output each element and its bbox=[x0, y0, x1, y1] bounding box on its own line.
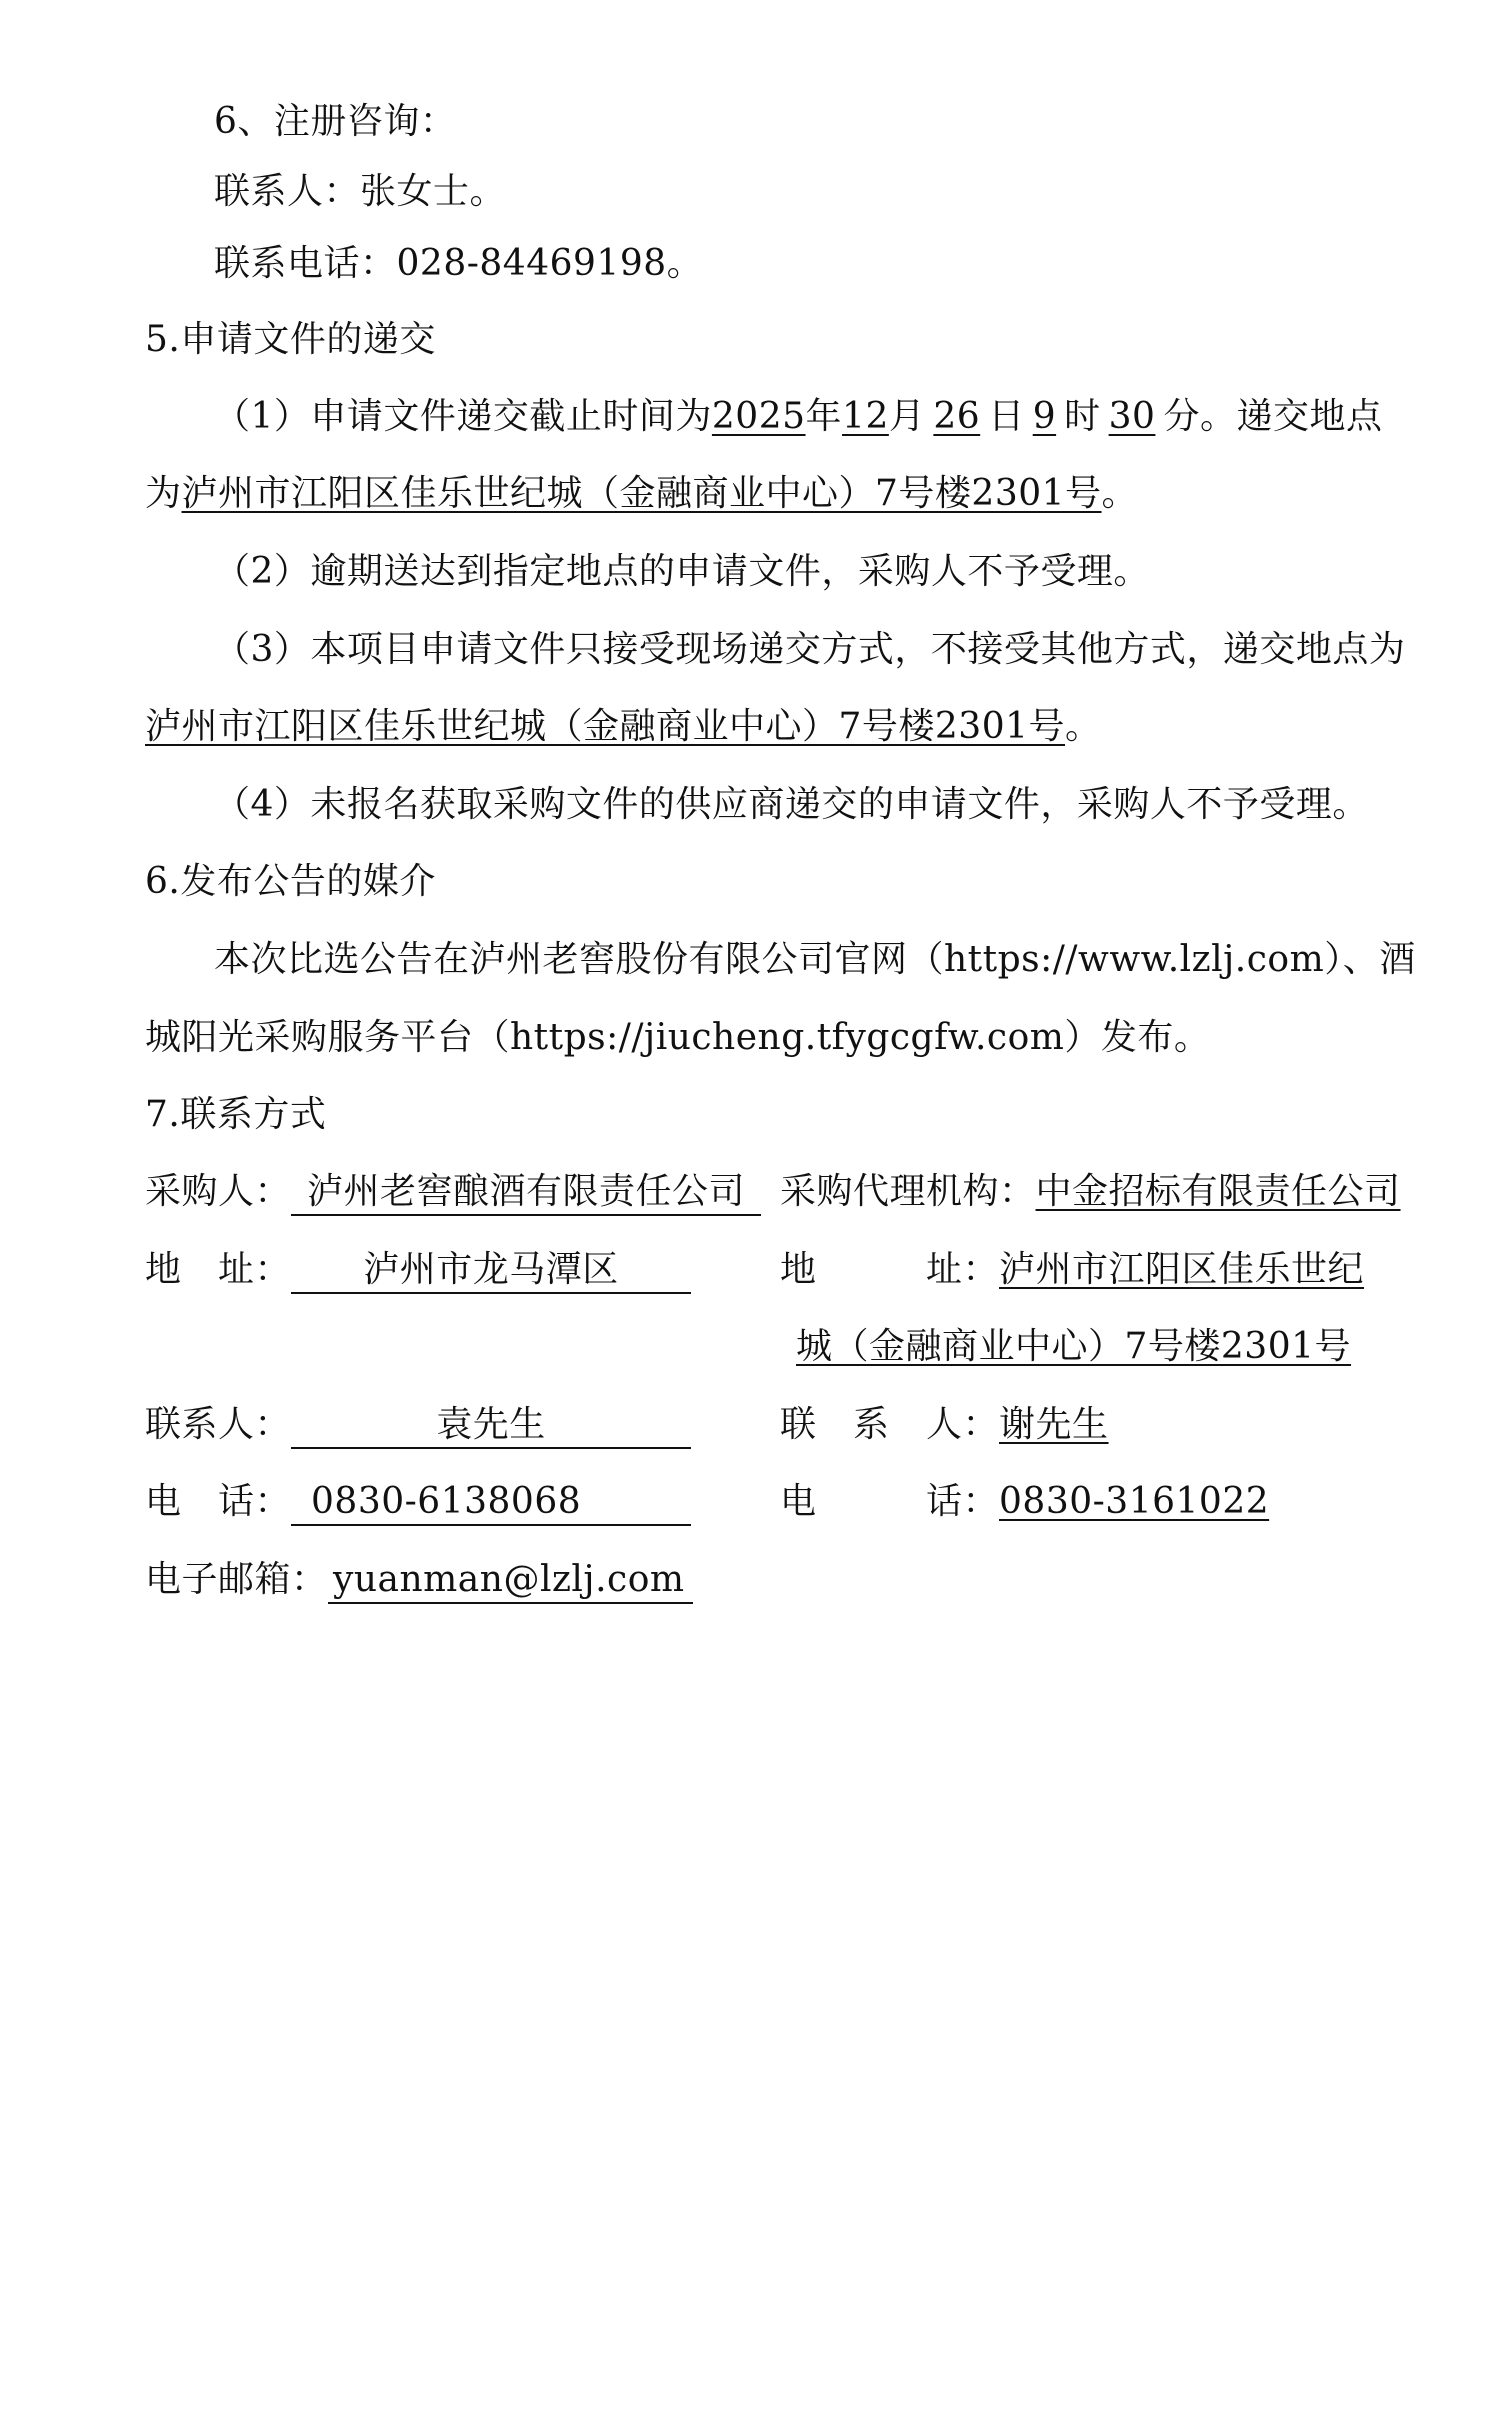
deadline-day: 26 bbox=[933, 396, 981, 437]
buyer-address-label: 地 址： bbox=[145, 1249, 292, 1290]
agent-phone: 0830-3161022 bbox=[999, 1481, 1270, 1522]
section5-p3-line1: （3）本项目申请文件只接受现场递交方式，不接受其他方式，递交地点为 bbox=[214, 629, 1406, 670]
buyer-contact-row bbox=[145, 1403, 691, 1449]
agent-name: 中金招标有限责任公司 bbox=[1035, 1171, 1401, 1212]
deadline-year: 2025 bbox=[711, 396, 806, 437]
buyer-phone: 0830-6138068 bbox=[291, 1480, 691, 1526]
section5-title: 5.申请文件的递交 bbox=[145, 319, 436, 360]
submission-place-2-suffix: 。 bbox=[1065, 706, 1102, 747]
buyer-phone-row bbox=[145, 1480, 691, 1526]
buyer-contact-label: 联系人： bbox=[145, 1404, 292, 1445]
agent-address-row bbox=[780, 1248, 1364, 1292]
deadline-minute-unit: 分。递交地点 bbox=[1163, 396, 1383, 437]
deadline-month-unit: 月 bbox=[888, 396, 926, 437]
deadline-minute: 30 bbox=[1108, 396, 1156, 437]
agent-phone-label: 电 话： bbox=[780, 1481, 1000, 1522]
submission-place: 泸州市江阳区佳乐世纪城（金融商业中心）7号楼2301号 bbox=[181, 473, 1102, 514]
deadline-day-unit: 日 bbox=[988, 396, 1025, 437]
section7-title: 7.联系方式 bbox=[145, 1094, 327, 1135]
agent-address-line1: 泸州市江阳区佳乐世纪 bbox=[999, 1249, 1365, 1290]
registration-phone bbox=[214, 242, 703, 286]
deadline-month: 12 bbox=[842, 396, 889, 437]
buyer-address: 泸州市龙马潭区 bbox=[291, 1248, 691, 1294]
deadline-hour: 9 bbox=[1032, 396, 1057, 437]
buyer-email: yuanman@lzlj.com bbox=[328, 1558, 693, 1604]
section6-line1: 本次比选公告在泸州老窖股份有限公司官网（https://www.lzlj.com）、酒 bbox=[214, 939, 1416, 980]
buyer-row bbox=[145, 1170, 761, 1216]
buyer-name: 泸州老窖酿酒有限责任公司 bbox=[291, 1170, 761, 1216]
section5-p1-line1 bbox=[214, 395, 1382, 439]
section5-p4: （4）未报名获取采购文件的供应商递交的申请文件，采购人不予受理。 bbox=[214, 784, 1369, 825]
buyer-phone-label: 电 话： bbox=[145, 1481, 292, 1522]
section5-p3-line2 bbox=[145, 705, 1102, 749]
deadline-year-unit: 年 bbox=[805, 396, 843, 437]
registration-phone-label: 联系电话： bbox=[214, 243, 397, 284]
agent-phone-row bbox=[780, 1480, 1269, 1524]
registration-heading: 6、注册咨询： bbox=[214, 101, 457, 142]
section5-p2: （2）逾期送达到指定地点的申请文件，采购人不予受理。 bbox=[214, 551, 1150, 592]
section6-title: 6.发布公告的媒介 bbox=[145, 861, 436, 902]
section5-p1-line2 bbox=[145, 472, 1138, 516]
registration-contact-value: 张女士。 bbox=[360, 171, 507, 212]
registration-contact bbox=[214, 170, 506, 214]
agent-label: 采购代理机构： bbox=[780, 1171, 1036, 1212]
agent-address-row-2 bbox=[796, 1325, 1351, 1369]
submission-place-suffix: 。 bbox=[1101, 473, 1139, 514]
deadline-prefix: （1）申请文件递交截止时间为 bbox=[214, 396, 712, 437]
agent-row bbox=[780, 1170, 1401, 1214]
submission-place-2: 泸州市江阳区佳乐世纪城（金融商业中心）7号楼2301号 bbox=[145, 706, 1066, 747]
section6-line2: 城阳光采购服务平台（https://jiucheng.tfygcgfw.com）发布。 bbox=[145, 1017, 1211, 1058]
submission-place-prefix: 为 bbox=[145, 473, 182, 514]
agent-address-label: 地 址： bbox=[780, 1249, 1000, 1290]
registration-contact-label: 联系人： bbox=[214, 171, 361, 212]
buyer-contact: 袁先生 bbox=[291, 1403, 691, 1449]
agent-contact-row bbox=[780, 1403, 1109, 1447]
buyer-label: 采购人： bbox=[145, 1171, 292, 1212]
buyer-email-label: 电子邮箱： bbox=[145, 1559, 328, 1600]
buyer-email-row bbox=[145, 1558, 693, 1604]
buyer-address-row bbox=[145, 1248, 691, 1294]
deadline-hour-unit: 时 bbox=[1064, 396, 1101, 437]
agent-contact-label: 联 系 人： bbox=[780, 1404, 1000, 1445]
agent-address-line2: 城（金融商业中心）7号楼2301号 bbox=[796, 1326, 1352, 1367]
agent-contact: 谢先生 bbox=[999, 1404, 1109, 1445]
registration-phone-value: 028-84469198。 bbox=[396, 243, 704, 284]
